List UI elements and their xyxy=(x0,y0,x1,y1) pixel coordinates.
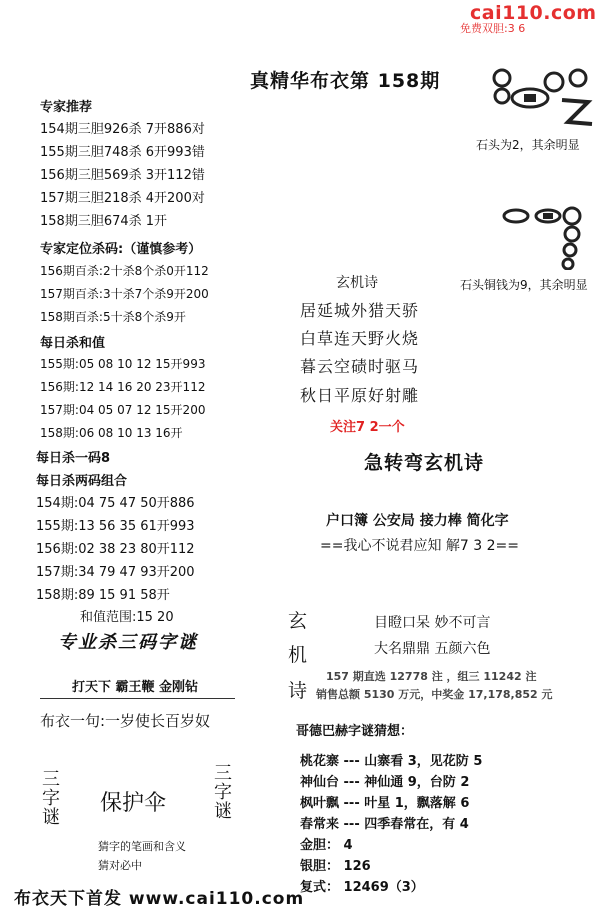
picture-riddle-1 xyxy=(488,60,598,130)
poem-line: 秋日平原好射雕 xyxy=(300,386,420,405)
position-kill-row: 156期百杀:2十杀8个杀0开112 xyxy=(40,264,209,278)
expert-heading: 专家推荐 xyxy=(40,100,93,115)
expert-row: 154期三胆926杀 7开886对 xyxy=(40,122,205,137)
xuanji-line2: 大名鼎鼎 五颜六色 xyxy=(374,641,491,657)
gedbach-row: 银胆： 126 xyxy=(300,859,371,874)
expert-row: 158期三胆674杀 1开 xyxy=(40,214,168,229)
xuanji-char: 机 xyxy=(288,644,308,666)
gedbach-row: 神仙台 --- 神仙通 9，台防 2 xyxy=(300,775,470,790)
riddle-three-title: 专业杀三码字谜 xyxy=(58,632,198,653)
free-double-dan: 免费双胆:3 6 xyxy=(460,22,526,35)
sum-range: 和值范围:15 20 xyxy=(80,610,174,625)
gedbach-row: 金胆： 4 xyxy=(300,838,353,853)
sales-line2: 销售总额 5130 万元，中奖金 17,178,852 元 xyxy=(316,688,553,701)
three-char-label-left: 三字谜 xyxy=(42,769,60,828)
daily-two-row: 157期:34 79 47 93开200 xyxy=(36,565,195,580)
footer-link[interactable]: 布衣天下首发 www.cai110.com xyxy=(14,889,305,909)
divider xyxy=(40,698,235,699)
turn-poem-title: 急转弯玄机诗 xyxy=(364,452,485,474)
daily-two-row: 154期:04 75 47 50开886 xyxy=(36,496,195,511)
sales-line1: 157 期直选 12778 注 ，组三 11242 注 xyxy=(326,670,537,683)
expert-row: 155期三胆748杀 6开993错 xyxy=(40,145,205,160)
picture-note-2: 石头铜钱为9，其余明显 xyxy=(460,278,588,292)
turn-poem-line2: ==我心不说君应知 解7 3 2== xyxy=(320,538,519,554)
gedbach-row: 桃花寨 --- 山寨看 3，见花防 5 xyxy=(300,754,483,769)
daily-two-row: 155期:13 56 35 61开993 xyxy=(36,519,195,534)
daily-sum-heading: 每日杀和值 xyxy=(40,336,106,351)
expert-row: 156期三胆569杀 3开112错 xyxy=(40,168,205,183)
poem-line: 暮云空碛时驱马 xyxy=(300,357,420,376)
position-kill-row: 158期百杀:5十杀8个杀9开 xyxy=(40,310,186,324)
daily-one-kill: 每日杀一码8 xyxy=(36,451,111,466)
poem-line: 居延城外猎天骄 xyxy=(300,301,420,320)
daily-sum-row: 156期:12 14 16 20 23开112 xyxy=(40,380,206,394)
poem-heading: 玄机诗 xyxy=(336,275,378,291)
weapons-line: 打天下 霸王鞭 金刚钻 xyxy=(72,680,199,695)
daily-sum-row: 158期:06 08 10 13 16开 xyxy=(40,426,183,440)
buyi-sentence: 布衣一句:一岁使长百岁奴 xyxy=(40,712,211,730)
position-kill-heading: 专家定位杀码:（谨慎参考） xyxy=(40,242,202,257)
gedbach-row: 春常来 --- 四季春常在，有 4 xyxy=(300,817,469,832)
position-kill-row: 157期百杀:3十杀7个杀9开200 xyxy=(40,287,209,301)
gedbach-row: 枫叶飘 --- 叶星 1，飘落解 6 xyxy=(300,796,470,811)
picture-note-1: 石头为2，其余明显 xyxy=(476,138,580,152)
poem-focus: 关注7 2一个 xyxy=(330,420,405,435)
gedbach-row: 复式： 12469（3） xyxy=(300,880,424,895)
daily-sum-row: 157期:04 05 07 12 15开200 xyxy=(40,403,206,417)
three-char-hint2: 猜对必中 xyxy=(98,859,142,872)
three-char-hint1: 猜字的笔画和含义 xyxy=(98,840,186,853)
xuanji-char: 诗 xyxy=(288,680,308,702)
xuanji-char: 玄 xyxy=(288,610,308,632)
three-char-label-right: 三字谜 xyxy=(214,763,232,822)
xuanji-line1: 目瞪口呆 妙不可言 xyxy=(374,615,491,631)
page-title: 真精华布衣第 158期 xyxy=(250,70,441,92)
daily-two-heading: 每日杀两码组合 xyxy=(36,474,128,489)
gedbach-heading: 哥德巴赫字谜猜想： xyxy=(296,724,414,739)
poem-line: 白草连天野火烧 xyxy=(300,329,420,348)
daily-two-row: 156期:02 38 23 80开112 xyxy=(36,542,195,557)
daily-sum-row: 155期:05 08 10 12 15开993 xyxy=(40,357,206,371)
site-logo: cai110.com xyxy=(470,2,597,24)
expert-row: 157期三胆218杀 4开200对 xyxy=(40,191,205,206)
turn-poem-line1: 户口簿 公安局 接力棒 简化字 xyxy=(326,513,509,529)
three-char-word: 保护伞 xyxy=(100,791,167,816)
daily-two-row: 158期:89 15 91 58开 xyxy=(36,588,170,603)
picture-riddle-2 xyxy=(498,200,588,270)
